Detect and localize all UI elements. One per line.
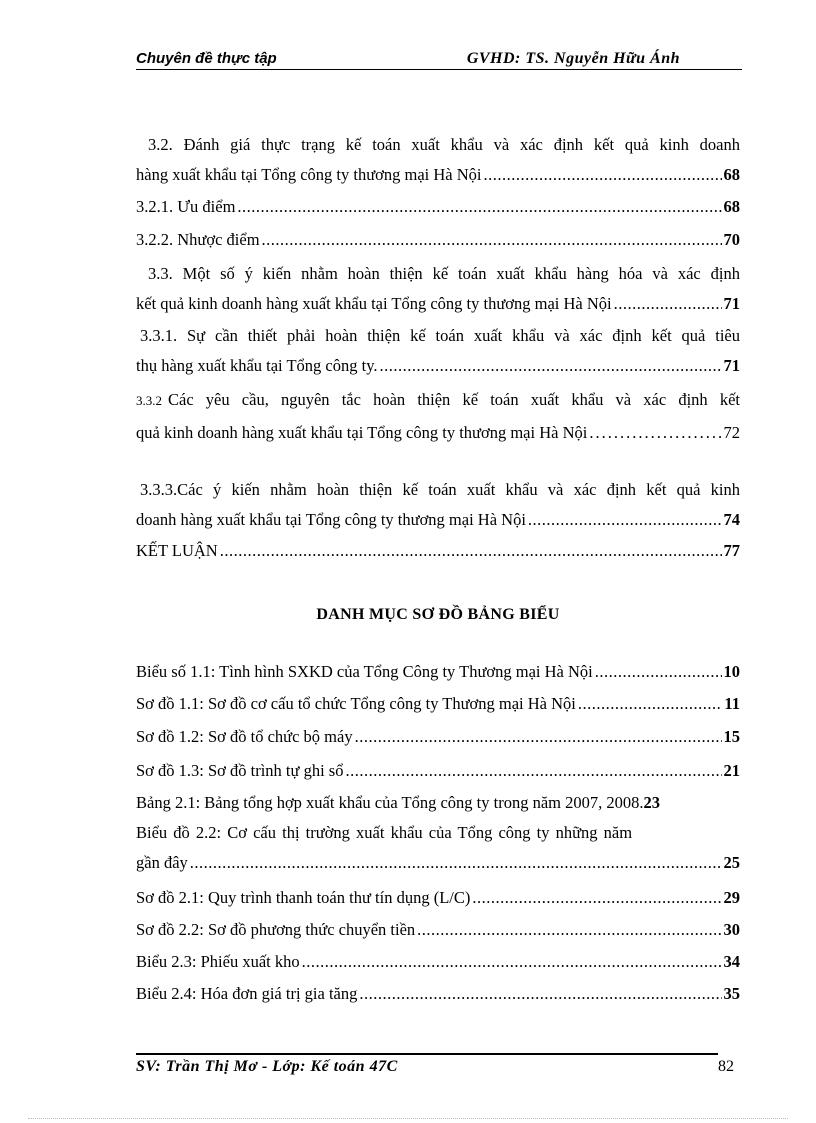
toc-entry-text: 3.2.2. Nhược điểm [136,230,260,249]
toc-entry-text: Các yêu cầu, nguyên tắc hoàn thiện kế toán xuất khẩu và xác định kết [168,390,740,409]
figure-entry [136,947,740,977]
toc-entry-line: 3.3.3.Các ý kiến nhằm hoàn thiện kế toán xuất khẩu và xác định kết quả kinh [140,480,740,499]
list-of-figures-title: DANH MỤC SƠ ĐỒ BẢNG BIỂU [316,606,560,623]
toc-entry-text: KẾT LUẬN [136,541,218,560]
leader-dots [578,689,723,719]
toc-entry-line-last [136,505,740,535]
figure-entry [136,756,740,786]
toc-page-number: 74 [723,510,740,529]
figure-entry-text: Biểu 2.4: Hóa đơn giá trị gia tăng [136,984,358,1003]
figure-entry [136,818,740,878]
header-rule [136,69,742,70]
toc-entry-line [136,385,740,415]
figure-entry-text: Sơ đồ 2.2: Sơ đồ phương thức chuyển tiền [136,920,416,939]
figure-page-number: 23 [643,793,660,812]
figure-entry [136,722,740,752]
toc-entry-text: hàng xuất khẩu tại Tổng công ty thương mại Hà Nội [136,165,482,184]
toc-entry-text: quả kinh doanh hàng xuất khẩu tại Tổng công ty thương mại Hà Nội [136,423,588,442]
toc-entry-line-last [136,418,740,448]
figure-entry-text: Biểu 2.3: Phiếu xuất kho [136,952,300,971]
figure-entry-line [136,788,740,818]
figure-entry-line [136,756,740,786]
leader-dots [528,505,722,535]
figure-page-number: 34 [723,952,740,971]
toc-page-number: 71 [723,356,740,375]
figure-entry [136,788,740,818]
figure-entry [136,915,740,945]
page-header [136,50,742,70]
figure-entry-text: Biểu số 1.1: Tình hình SXKD của Tổng Công ty Thương mại Hà Nội [136,662,593,681]
toc-entry-3-2-1 [136,192,740,222]
toc-entry-line-last [136,192,740,222]
toc-entry-line-last [136,160,740,190]
figure-entry-text: Sơ đồ 1.2: Sơ đồ tổ chức bộ máy [136,727,353,746]
footer-student-info: SV: Trần Thị Mơ - Lớp: Kế toán 47C [136,1058,398,1075]
figure-page-number: 35 [723,984,740,1003]
figure-entry [136,979,740,1009]
page-bottom-border [28,1118,788,1119]
figure-page-number: 15 [723,727,740,746]
figure-entry-text: Sơ đồ 2.1: Quy trình thanh toán thư tín dụng (L/C) [136,888,471,907]
toc-page-number: 71 [723,294,740,313]
leader-dots [237,192,721,222]
toc-entry-line: 3.3.1. Sự cần thiết phải hoàn thiện kế toán xuất khẩu và xác định kết quả tiêu [140,326,740,345]
toc-entry-line-last [136,225,740,255]
leader-dots [220,536,722,566]
toc-entry-line: 3.3. Một số ý kiến nhằm hoàn thiện kế toán xuất khẩu hàng hóa và xác định [148,264,740,283]
figure-entry-text: Sơ đồ 1.1: Sơ đồ cơ cấu tổ chức Tổng công ty Thương mại Hà Nội [136,694,576,713]
header-right-supervisor: GVHD: TS. Nguyễn Hữu Ánh [466,50,680,67]
toc-page-number: 72 [723,423,740,442]
figure-page-number: 29 [723,888,740,907]
figure-entry-line [136,883,740,913]
toc-entry-line: 3.2. Đánh giá thực trạng kế toán xuất khẩu và xác định kết quả kinh doanh [148,135,740,154]
figure-entry [136,689,740,719]
figure-entry-line-last [136,848,740,878]
toc-entry-3-3 [136,259,740,319]
figure-page-number: 10 [723,662,740,681]
leader-dots [302,947,722,977]
figure-entry-text: gần đây [136,853,188,872]
leader-dots [345,756,721,786]
figure-page-number: 30 [723,920,740,939]
toc-entry-ket-luan [136,536,740,566]
figure-entry-line [136,689,740,719]
leader-dots [190,848,722,878]
figure-entry [136,657,740,687]
toc-entry-line-last [136,351,740,381]
leader-dots [483,160,721,190]
toc-page-number: 70 [723,230,740,249]
figure-entry [136,883,740,913]
figure-entry-line [136,979,740,1009]
figure-page-number: 25 [723,853,740,872]
toc-entry-prefix: 3.3.2 [136,393,162,408]
figure-entry-text: Sơ đồ 1.3: Sơ đồ trình tự ghi sổ [136,761,344,780]
toc-page-number: 77 [723,541,740,560]
figure-entry-line [136,722,740,752]
toc-page-number: 68 [723,165,740,184]
toc-entry-3-2-2 [136,225,740,255]
leader-dots [472,883,721,913]
leader-dots [614,289,722,319]
toc-entry-line-last [136,536,740,566]
leader-dots [595,657,722,687]
figure-page-number: 21 [723,761,740,780]
header-left-title: Chuyên đề thực tập [136,50,277,67]
figure-entry-line: Biểu đồ 2.2: Cơ cấu thị trường xuất khẩu của Tổng công ty những năm [136,823,633,842]
toc-page-number: 68 [723,197,740,216]
figure-page-number: 11 [724,694,740,713]
figure-entry-line [136,947,740,977]
figure-entry-line [136,915,740,945]
leader-dots [417,915,721,945]
footer-page-number: 82 [718,1058,734,1075]
figure-entry-text: Bảng 2.1: Bảng tổng hợp xuất khẩu của Tổng công ty trong năm 2007, 2008. [136,793,644,812]
toc-entry-3-2 [136,130,740,190]
toc-entry-text: 3.2.1. Ưu điểm [136,197,236,216]
leader-dots [589,418,721,448]
toc-entry-3-3-1 [136,321,740,381]
toc-entry-text: thụ hàng xuất khẩu tại Tổng công ty. [136,356,378,375]
toc-entry-3-3-2 [136,385,740,448]
toc-entry-text: kết quả kinh doanh hàng xuất khẩu tại Tổng công ty thương mại Hà Nội [136,294,612,313]
figure-entry-line [136,657,740,687]
toc-entry-3-3-3 [136,475,740,535]
leader-dots [359,979,721,1009]
toc-entry-line-last [136,289,740,319]
toc-entry-text: doanh hàng xuất khẩu tại Tổng công ty thương mại Hà Nội [136,510,526,529]
leader-dots [380,351,722,381]
footer-rule [136,1053,718,1055]
leader-dots [355,722,722,752]
leader-dots [262,225,722,255]
